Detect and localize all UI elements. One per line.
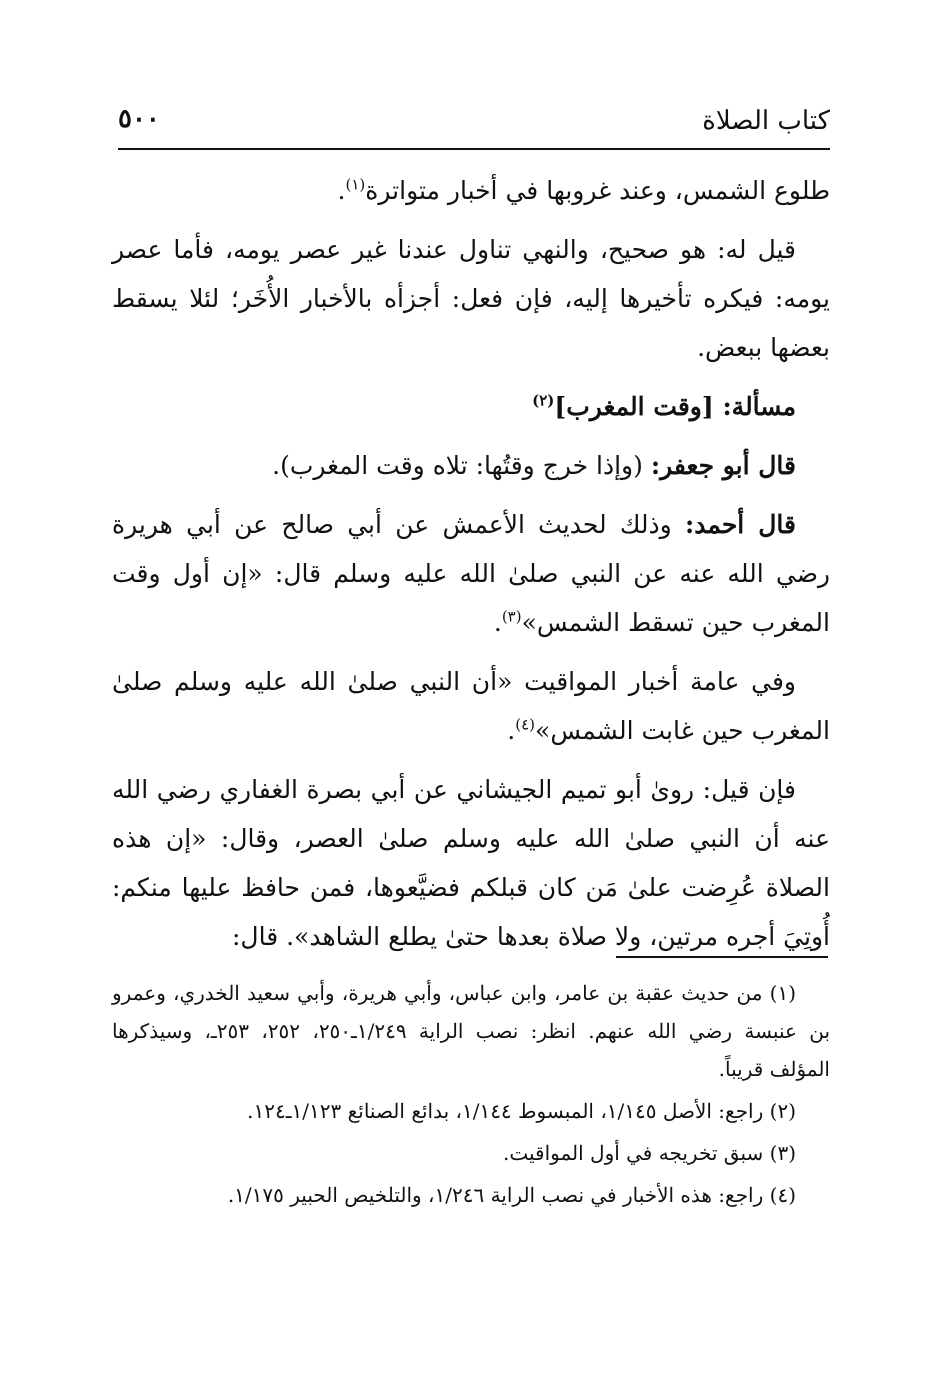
footnote-2: (٢) راجع: الأصل ١/١٤٥، المبسوط ١/١٤٤، بدائع الصنائع ١/١٢٣ـ١٢٤.: [247, 1099, 796, 1123]
issue-title: [وقت المغرب]: [554, 392, 714, 421]
footnote-ref-4[interactable]: (٤): [515, 715, 536, 734]
paragraph-abu-jafar: [112, 441, 830, 490]
footnote-ref-2[interactable]: (٢): [532, 391, 555, 410]
footnotes: [112, 974, 830, 1218]
footnote-4: (٤) راجع: هذه الأخبار في نصب الراية ١/٢٤٦، والتلخيص الحبير ١/١٧٥.: [227, 1183, 796, 1207]
paragraph-ahmad-end: .: [493, 608, 502, 637]
speaker-abu-jafar: قال أبو جعفر:: [650, 451, 796, 480]
paragraph-1-text: طلوع الشمس، وعند غروبها في أخبار متواترة: [365, 176, 830, 205]
paragraph-1-end: .: [337, 176, 346, 205]
main-text: [112, 166, 830, 971]
paragraph-mawaqit-end: .: [507, 716, 516, 745]
footnote-1: (١) من حديث عقبة بن عامر، وابن عباس، وأبي هريرة، وأبي سعيد الخدري، وعمرو بن عنبسة رضي الله عنهم. انظر: نصب الراية ١/٢٤٩ـ٢٥٠، ٢٥٢، ٢٥٣ـ، وسيذكرها المؤلف قريباً.: [112, 981, 831, 1081]
page-header: [118, 100, 830, 150]
paragraph-mawaqit: [112, 657, 830, 755]
paragraph-1: [112, 166, 830, 215]
footnote-ref-3[interactable]: (٣): [501, 607, 522, 626]
paragraph-objection: فإن قيل: روىٰ أبو تميم الجيشاني عن أبي بصرة الغفاري رضي الله عنه أن النبي صلىٰ الله عليه وسلم صلىٰ العصر، وقال: «إن هذه الصلاة عُرِضت علىٰ مَن كان قبلكم فضيَّعوها، فمن حافظ عليها منكم: أُوتِيَ أجره مرتين، ولا صلاة بعدها حتىٰ يطلع الشاهد». قال:: [112, 775, 830, 951]
issue-heading: [112, 382, 830, 431]
paragraph-ahmad: [112, 500, 830, 647]
footnote-separator: [616, 956, 828, 958]
footnote-ref-1[interactable]: (١): [345, 175, 366, 194]
page-number: ٥٠٠: [118, 104, 160, 134]
running-title: كتاب الصلاة: [702, 106, 830, 136]
paragraph-ahmad-text: وذلك لحديث الأعمش عن أبي صالح عن أبي هريرة رضي الله عنه عن النبي صلىٰ الله عليه وسلم قال: «إن أول وقت المغرب حين تسقط الشمس»: [112, 510, 830, 637]
issue-label: مسألة:: [722, 392, 796, 421]
quote-abu-jafar: (وإذا خرج وقتُها: تلاه وقت المغرب).: [272, 451, 643, 480]
paragraph-mawaqit-text: وفي عامة أخبار المواقيت «أن النبي صلىٰ الله عليه وسلم صلىٰ المغرب حين غابت الشمس»: [112, 667, 830, 745]
footnote-3: (٣) سبق تخريجه في أول المواقيت.: [502, 1141, 796, 1165]
speaker-ahmad: قال أحمد:: [685, 510, 797, 539]
paragraph-2: قيل له: هو صحيح، والنهي تناول عندنا غير عصر يومه، فأما عصر يومه: فيكره تأخيرها إليه، فإن فعل: أجزأه بالأخبار الأُخَر؛ لئلا يسقط بعضها ببعض.: [112, 235, 830, 362]
